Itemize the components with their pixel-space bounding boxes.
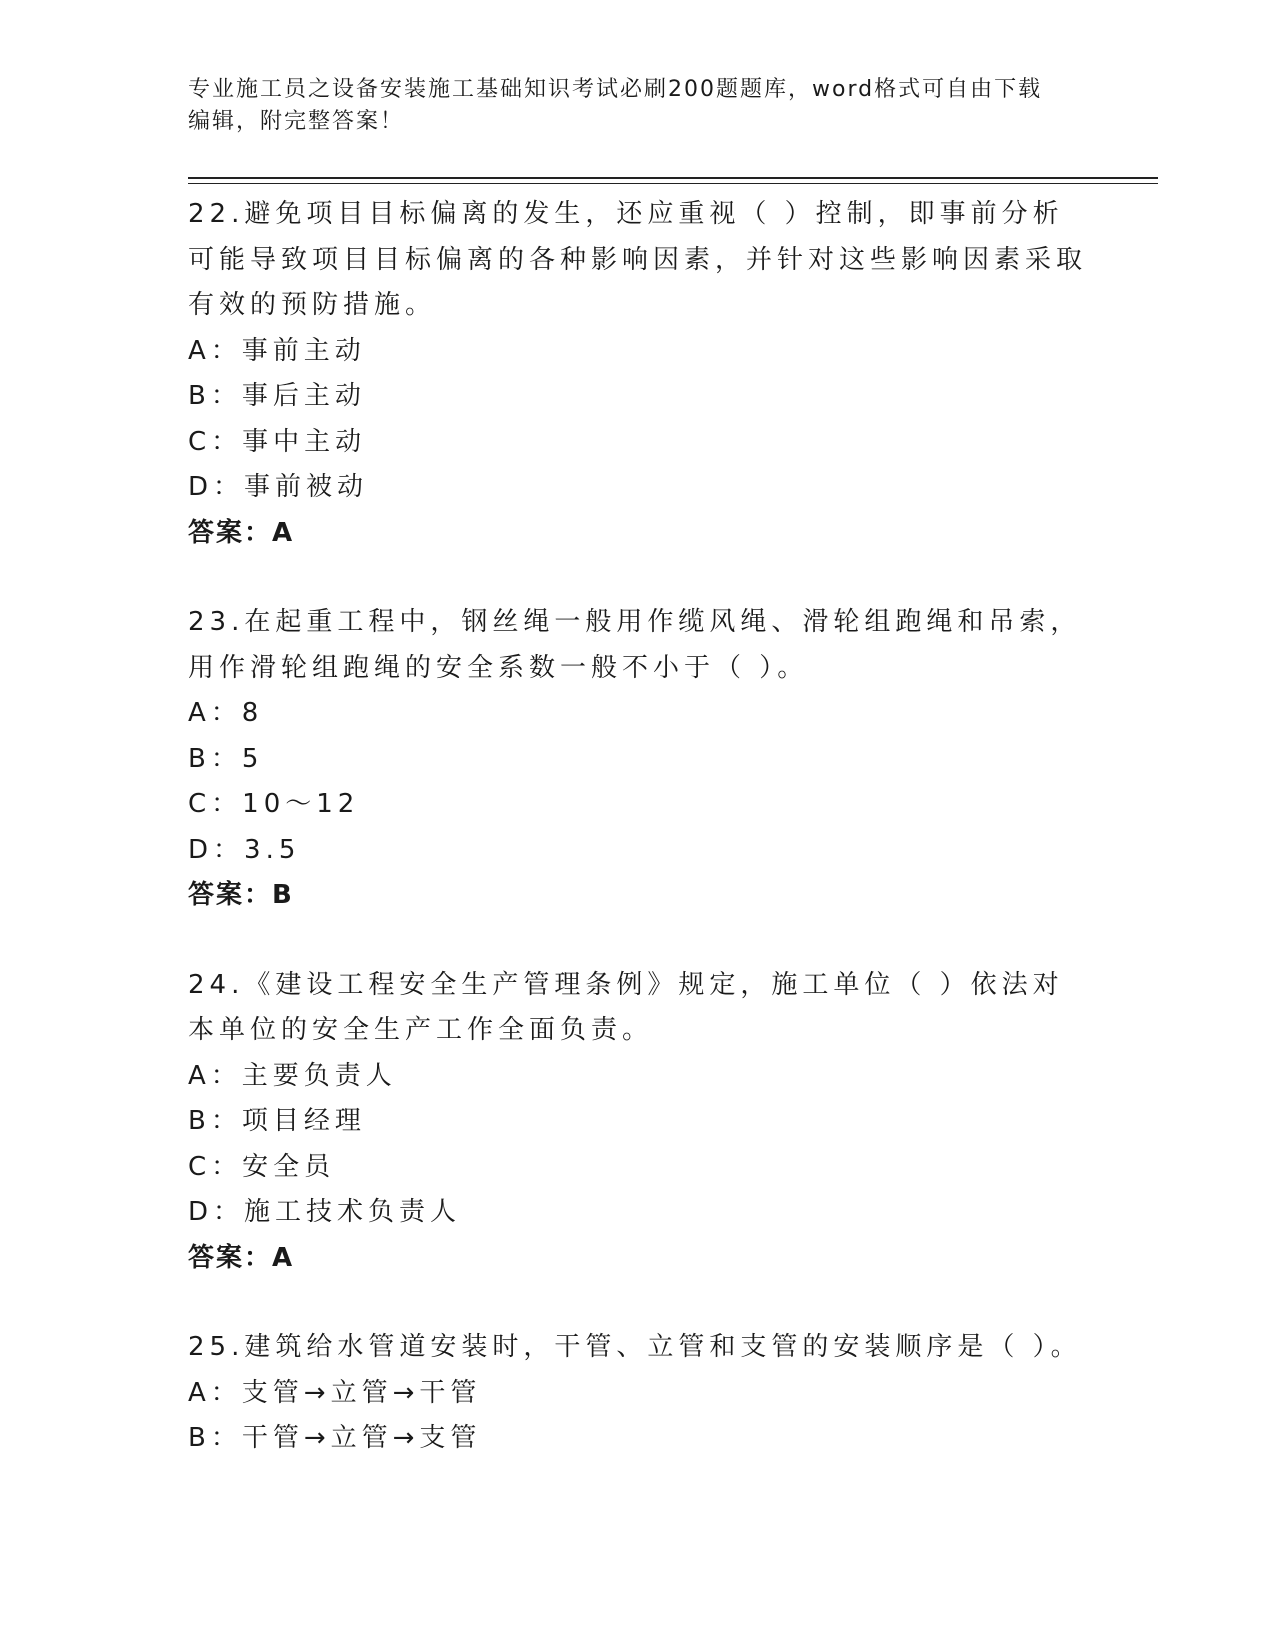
question-stem: 23.在起重工程中，钢丝绳一般用作缆风绳、滑轮组跑绳和吊索，用作滑轮组跑绳的安全系数一般不小于（ ）。	[188, 607, 1082, 683]
option-a: A：事前主动	[188, 335, 366, 366]
question-stem: 22.避免项目目标偏离的发生，还应重视（ ）控制，即事前分析可能导致项目目标偏离的各种影响因素，并针对这些影响因素采取有效的预防措施。	[188, 199, 1088, 320]
header-divider-thin	[188, 183, 1158, 184]
option-b: B：项目经理	[188, 1106, 366, 1136]
question-stem: 25.建筑给水管道安装时，干管、立管和支管的安装顺序是（ ）。	[188, 1332, 1082, 1362]
question-24	[188, 963, 1088, 1282]
question-25	[188, 1325, 1088, 1462]
option-d: D：事前被动	[188, 472, 369, 502]
option-c: C：安全员	[188, 1151, 336, 1182]
option-b: B：5	[188, 743, 264, 774]
answer: 答案：B	[188, 880, 294, 910]
question-list	[188, 192, 1088, 1506]
option-b: B：干管→立管→支管	[188, 1423, 482, 1453]
option-d: D：施工技术负责人	[188, 1197, 462, 1227]
document-header	[188, 74, 1068, 138]
header-title-line-1: 专业施工员之设备安装施工基础知识考试必刷200题题库，word格式可自由下载	[188, 77, 1043, 102]
option-d: D：3.5	[188, 834, 301, 865]
question-23	[188, 600, 1088, 919]
header-divider-thick	[188, 177, 1158, 179]
option-c: C：事中主动	[188, 426, 367, 457]
answer: 答案：A	[188, 1242, 295, 1273]
option-a: A：8	[188, 698, 264, 728]
answer: 答案：A	[188, 517, 295, 548]
option-a: A：支管→立管→干管	[188, 1377, 482, 1408]
header-title-line-2: 编辑，附完整答案！	[188, 109, 405, 134]
option-c: C：10～12	[188, 789, 360, 819]
option-a: A：主要负责人	[188, 1060, 397, 1091]
question-stem: 24.《建设工程安全生产管理条例》规定，施工单位（ ）依法对本单位的安全生产工作全面负责。	[188, 969, 1064, 1045]
option-b: B：事后主动	[188, 381, 366, 411]
question-22	[188, 192, 1088, 556]
